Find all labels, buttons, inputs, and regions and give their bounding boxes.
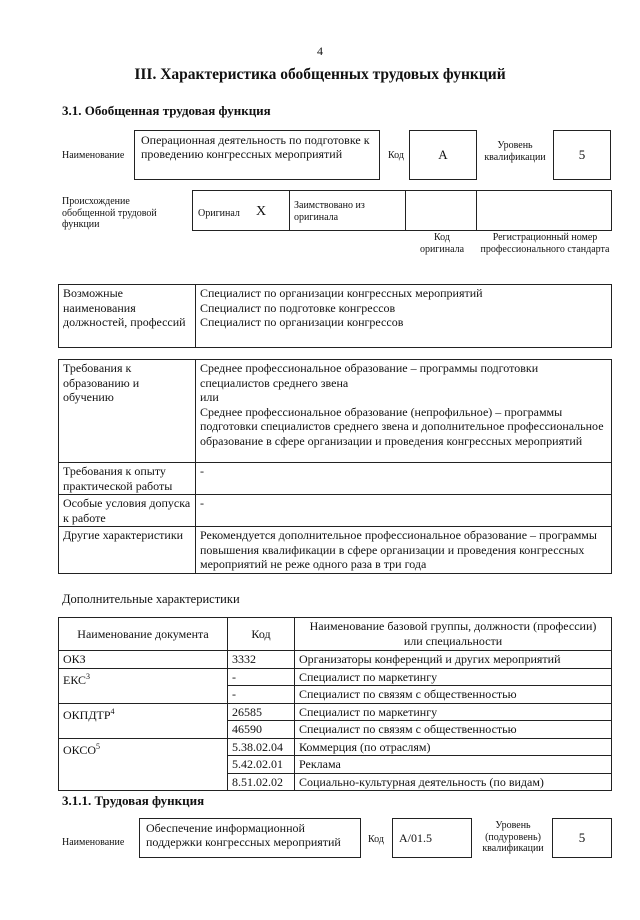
gtf-code-value: A <box>409 130 477 180</box>
row-code: 5.42.02.01 <box>228 756 295 774</box>
row-code: - <box>228 686 295 704</box>
row-doc: ЕКС$^3$ <box>59 668 228 703</box>
row-name: Организаторы конференций и других мероприятий <box>295 651 612 669</box>
req-other-value: Рекомендуется дополнительное профессиональное образование – программы повышения квалификации в сфере организации и проведения конгрессных мероприятий не реже одного раза в три года <box>196 527 612 574</box>
section-title: III. Характеристика обобщенных трудовых функций <box>134 66 506 83</box>
req-experience-value: - <box>196 463 612 495</box>
row-name: Реклама <box>295 756 612 774</box>
req-education-value: Среднее профессиональное образование – программы подготовки специалистов среднего звена или Среднее профессиональное образование (непрофильное) – программы подготовки специалистов среднего звена и дополнительное профессиональное образование в сфере организации и проведения конгрессных мероприятий <box>196 360 612 463</box>
gtf-level-label: Уровень квалификации <box>484 140 546 163</box>
tf-level-label: Уровень (подуровень) квалификации <box>482 820 544 854</box>
col-doc-header: Наименование документа <box>59 618 228 651</box>
position-item: Специалист по подготовке конгрессов <box>200 300 396 315</box>
origin-borrowed-label: Заимствовано из оригинала <box>294 200 365 223</box>
requirements-table <box>58 359 612 574</box>
gtf-name-label: Наименование <box>62 150 125 161</box>
col-code-header: Код <box>228 618 295 651</box>
tf-code-label: Код <box>368 834 384 845</box>
origin-label: Происхождение обобщенной трудовой функции <box>62 196 157 230</box>
row-code: - <box>228 668 295 686</box>
positions-label: Возможные наименования должностей, профессий <box>59 285 196 348</box>
req-experience-label: Требования к опыту практической работы <box>59 463 196 495</box>
row-doc: ОКСО$^5$ <box>59 738 228 791</box>
origin-original-label: Оригинал <box>198 208 240 219</box>
additional-table <box>58 617 612 791</box>
req-conditions-value: - <box>196 495 612 527</box>
row-code: 46590 <box>228 721 295 739</box>
row-name: Социально-культурная деятельность (по видам) <box>295 773 612 791</box>
additional-heading: Дополнительные характеристики <box>62 592 240 606</box>
gtf-name-value: Операционная деятельность по подготовке к проведению конгрессных мероприятий <box>134 130 380 180</box>
row-code: 26585 <box>228 703 295 721</box>
position-item: Специалист по организации конгрессных мероприятий <box>200 286 483 300</box>
row-name: Специалист по связям с общественностью <box>295 686 612 704</box>
positions-list <box>196 285 612 348</box>
origin-reg-caption: Регистрационный номер профессионального стандарта <box>480 232 610 255</box>
table-row <box>59 651 612 669</box>
tf-name-value: Обеспечение информационной поддержки конгрессных мероприятий <box>139 818 361 858</box>
gtf-heading: 3.1. Обобщенная трудовая функция <box>62 103 271 118</box>
row-doc: ОКЗ <box>59 651 228 669</box>
tf-code-value: A/01.5 <box>392 818 472 858</box>
tf-name-label: Наименование <box>62 837 125 848</box>
row-code: 5.38.02.04 <box>228 738 295 756</box>
position-item: Специалист по организации конгрессов <box>200 315 404 329</box>
tf-level-value: 5 <box>552 818 612 858</box>
table-row <box>59 703 612 721</box>
row-code: 3332 <box>228 651 295 669</box>
row-doc: ОКПДТР$^4$ <box>59 703 228 738</box>
col-name-header: Наименование базовой группы, должности (профессии) или специальности <box>295 618 612 651</box>
row-name: Специалист по связям с общественностью <box>295 721 612 739</box>
req-conditions-label: Особые условия допуска к работе <box>59 495 196 527</box>
req-other-label: Другие характеристики <box>59 527 196 574</box>
row-code: 8.51.02.02 <box>228 773 295 791</box>
page-number: 4 <box>317 44 323 58</box>
tf-heading: 3.1.1. Трудовая функция <box>62 793 205 808</box>
origin-original-mark: X <box>256 204 267 219</box>
row-name: Специалист по маркетингу <box>295 703 612 721</box>
table-row <box>59 668 612 686</box>
req-education-label: Требования к образованию и обучению <box>59 360 196 463</box>
gtf-level-value: 5 <box>553 130 611 180</box>
gtf-code-label: Код <box>388 150 404 161</box>
table-row <box>59 738 612 756</box>
origin-code-caption: Код оригинала <box>419 232 465 255</box>
row-name: Коммерция (по отраслям) <box>295 738 612 756</box>
row-name: Специалист по маркетингу <box>295 668 612 686</box>
positions-table <box>58 284 612 348</box>
